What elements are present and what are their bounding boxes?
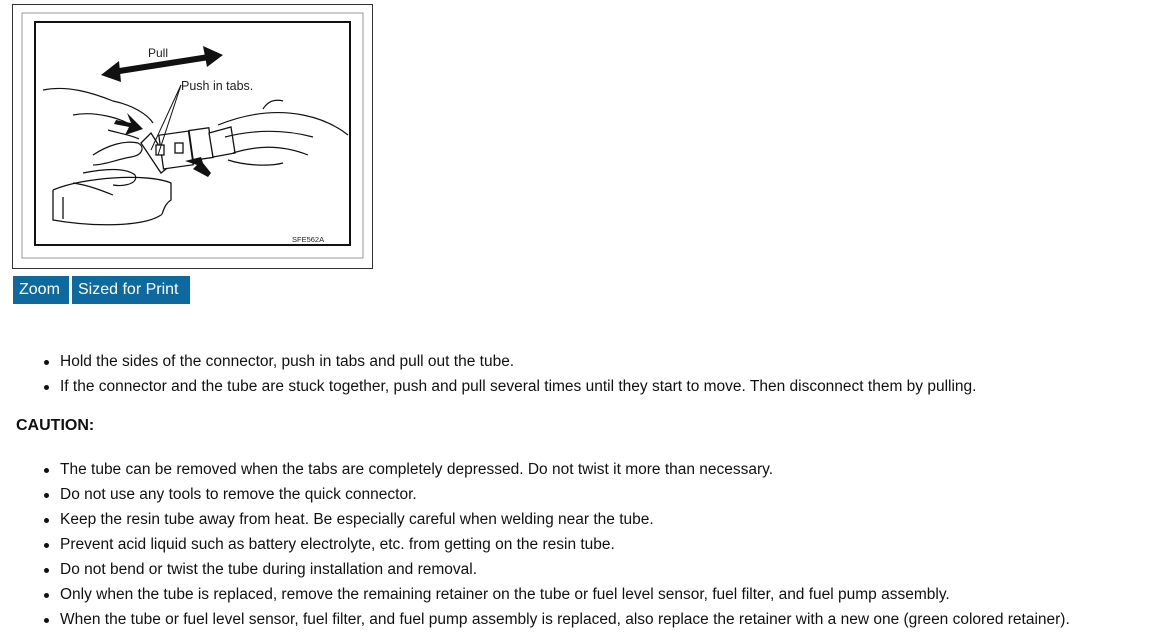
- list-item: Prevent acid liquid such as battery electrolyte, etc. from getting on the resin tube.: [40, 532, 1070, 557]
- intro-list: [40, 349, 976, 399]
- figure-code-label: SFE562A: [292, 235, 325, 244]
- list-item: Do not bend or twist the tube during installation and removal.: [40, 557, 1070, 582]
- connector-illustration: [12, 4, 373, 269]
- list-item: Keep the resin tube away from heat. Be especially careful when welding near the tube.: [40, 507, 1070, 532]
- illustration-drawing: [13, 5, 374, 270]
- zoom-button[interactable]: Zoom: [13, 276, 69, 304]
- push-in-tabs-label: Push in tabs.: [181, 79, 254, 93]
- list-item: The tube can be removed when the tabs are completely depressed. Do not twist it more than necessary.: [40, 457, 1070, 482]
- caution-list: [40, 457, 1070, 632]
- caution-heading: CAUTION:: [16, 417, 95, 434]
- list-item: If the connector and the tube are stuck together, push and pull several times until they start to move. Then disconnect them by pulling.: [40, 374, 976, 399]
- sized-for-print-button[interactable]: Sized for Print: [72, 276, 190, 304]
- list-item: Only when the tube is replaced, remove the remaining retainer on the tube or fuel level sensor, fuel filter, and fuel pump assembly.: [40, 582, 1070, 607]
- list-item: Do not use any tools to remove the quick connector.: [40, 482, 1070, 507]
- list-item: Hold the sides of the connector, push in tabs and pull out the tube.: [40, 349, 976, 374]
- pull-label: Pull: [148, 46, 169, 60]
- list-item: When the tube or fuel level sensor, fuel filter, and fuel pump assembly is replaced, also replace the retainer with a new one (green colored retainer).: [40, 607, 1070, 632]
